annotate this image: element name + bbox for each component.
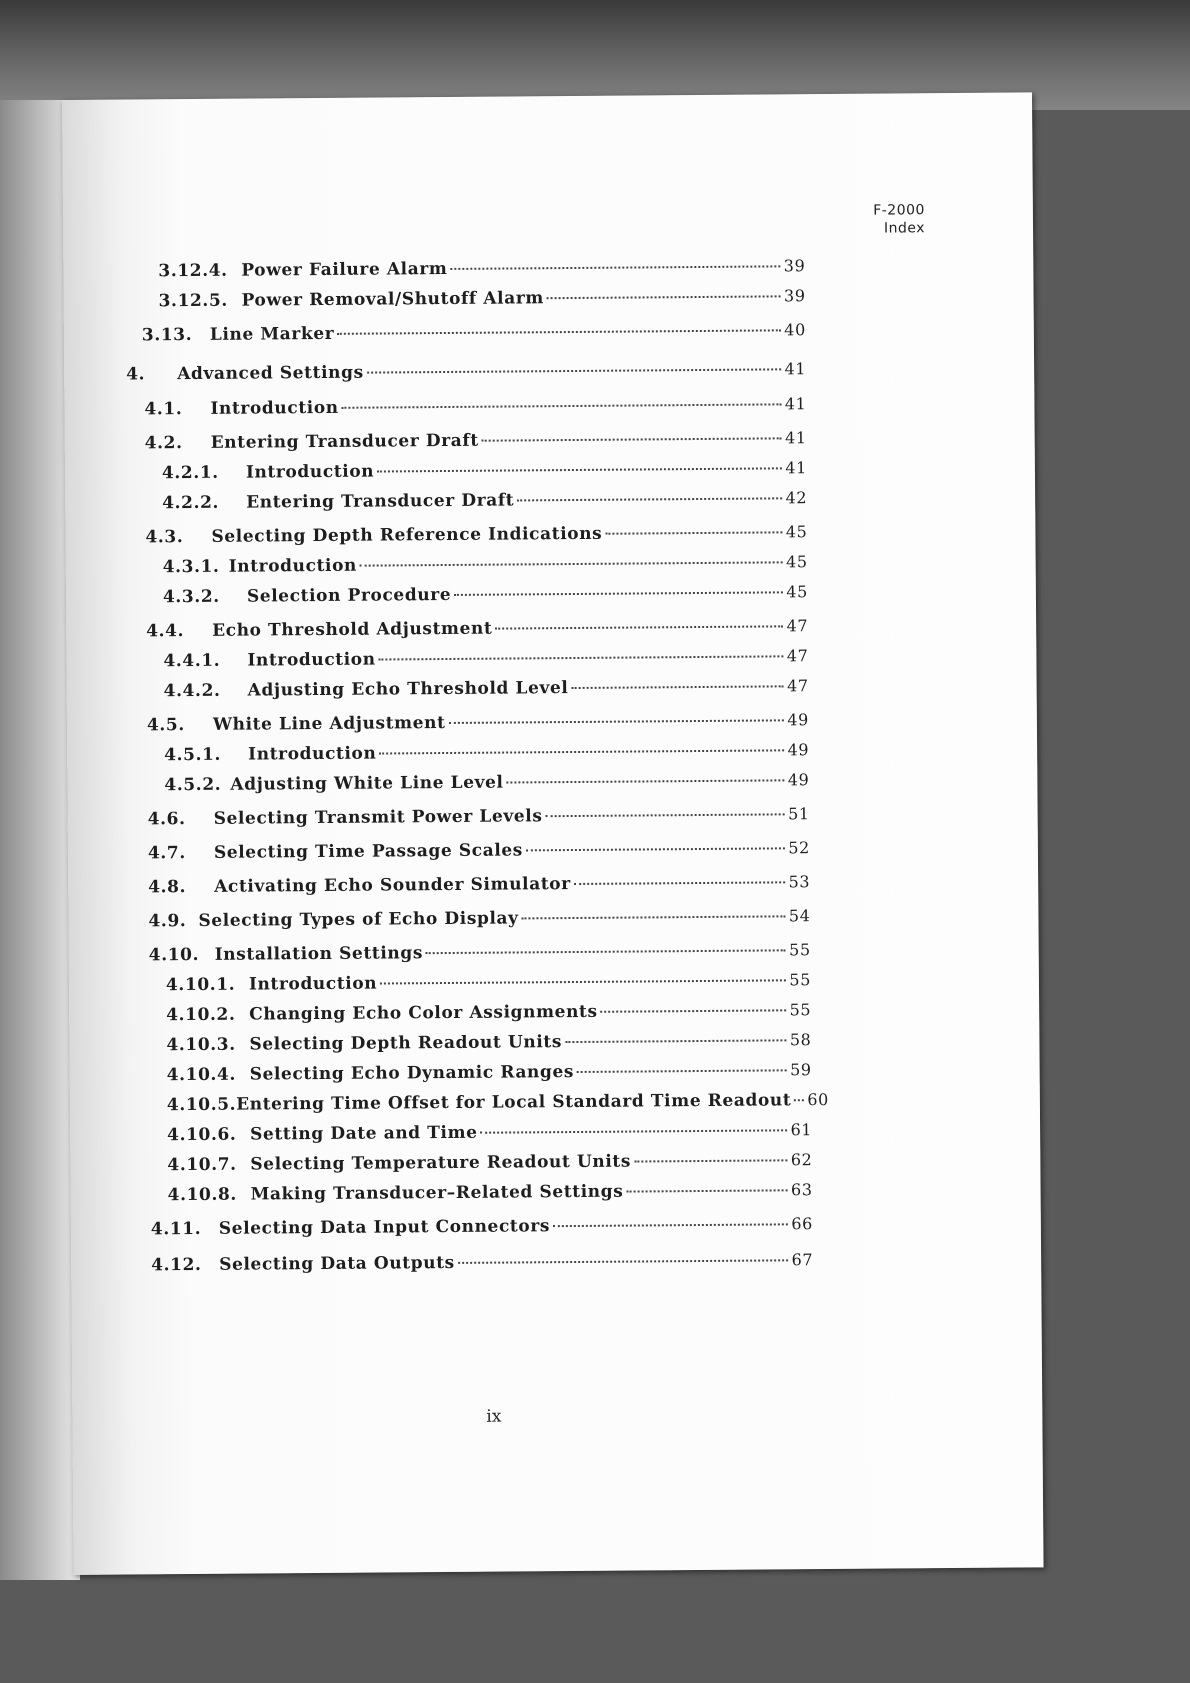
- toc-entry: [162, 488, 807, 513]
- toc-entry-title: Entering Transducer Draft: [210, 430, 479, 453]
- toc-entry: [166, 1030, 811, 1055]
- toc-entry-page: 41: [784, 359, 807, 379]
- toc-entry-title: Selecting Data Outputs: [219, 1252, 455, 1275]
- toc-entry-page: 47: [786, 676, 809, 696]
- header-section: Index: [883, 220, 926, 237]
- toc-entry: [126, 359, 806, 384]
- toc-entry: [167, 1120, 812, 1145]
- toc-leader-dots: [794, 1099, 804, 1101]
- toc-entry-number: 4.10.1.: [165, 974, 236, 996]
- toc-entry-title: Installation Settings: [214, 943, 424, 965]
- toc-entry: [163, 646, 808, 671]
- toc-entry-page: 61: [790, 1120, 813, 1140]
- toc-entry: [167, 1150, 812, 1175]
- toc-entry-title: Advanced Settings: [177, 362, 364, 385]
- toc-entry-title: Entering Transducer Draft: [246, 490, 515, 513]
- toc-leader-dots: [360, 561, 783, 566]
- toc-entry: [149, 940, 811, 965]
- toc-entry-title: Selecting Depth Readout Units: [249, 1032, 563, 1055]
- toc-leader-dots: [379, 749, 784, 754]
- toc-entry-number: 4.6.: [147, 809, 186, 830]
- toc-entry-title: Selecting Types of Echo Display: [198, 908, 519, 931]
- toc-entry-title: Power Removal/Shutoff Alarm: [241, 288, 545, 311]
- toc-entry-title: Selecting Data Input Connectors: [218, 1216, 551, 1239]
- toc-entry: [163, 582, 808, 607]
- toc-entry-number: 4.1.: [144, 399, 183, 420]
- toc-entry-number: 4.12.: [151, 1254, 202, 1276]
- toc-entry-page: 62: [790, 1150, 813, 1170]
- toc-entry-title: Line Marker: [209, 323, 335, 345]
- toc-leader-dots: [507, 779, 785, 783]
- toc-entry-page: 51: [787, 804, 810, 824]
- toc-entry-page: 53: [788, 872, 811, 892]
- toc-entry: [158, 256, 805, 281]
- toc-leader-dots: [367, 368, 782, 373]
- toc-entry: [163, 552, 808, 577]
- toc-leader-dots: [458, 1259, 789, 1264]
- toc-entry: [144, 394, 806, 419]
- toc-entry: [164, 676, 809, 701]
- toc-entry-number: 4.2.: [144, 433, 183, 454]
- toc-entry: [147, 710, 809, 735]
- toc-entry-number: 4.10.: [148, 944, 200, 966]
- toc-entry-page: 67: [791, 1250, 814, 1270]
- toc-leader-dots: [626, 1189, 788, 1192]
- toc-entry-number: 4.3.1.: [162, 556, 220, 578]
- toc-leader-dots: [577, 1069, 787, 1073]
- toc-entry-title: Echo Threshold Adjustment: [212, 618, 493, 641]
- toc-entry-number: 4.10.5.: [166, 1094, 237, 1116]
- toc-entry-number: 4.8.: [148, 877, 187, 898]
- toc-entry: [151, 1214, 813, 1239]
- toc-entry: [168, 1180, 813, 1205]
- toc-entry-number: 4.4.2.: [163, 680, 221, 702]
- toc-entry-page: 55: [789, 1000, 812, 1020]
- toc-entry-page: 52: [788, 838, 810, 858]
- toc-entry-page: 41: [785, 458, 807, 478]
- toc-entry-title: Changing Echo Color Assignments: [249, 1001, 598, 1025]
- toc-entry-page: 66: [791, 1214, 813, 1234]
- toc-entry-number: 4.9.: [148, 911, 187, 932]
- page-header: [873, 201, 925, 237]
- toc-leader-dots: [605, 531, 783, 534]
- toc-entry-page: 45: [786, 552, 808, 572]
- toc-entry-page: 49: [787, 710, 809, 730]
- toc-entry-number: 4.10.7.: [167, 1154, 237, 1176]
- toc-entry-title: Selecting Transmit Power Levels: [213, 806, 543, 829]
- toc-leader-dots: [454, 591, 783, 596]
- toc-entry-title: Power Failure Alarm: [241, 258, 448, 281]
- toc-entry: [148, 872, 810, 897]
- toc-leader-dots: [426, 949, 786, 954]
- toc-leader-dots: [522, 915, 786, 919]
- toc-entry-title: Introduction: [210, 397, 339, 419]
- toc-leader-dots: [342, 403, 782, 408]
- toc-entry-page: 60: [807, 1090, 829, 1110]
- toc-entry: [159, 286, 806, 311]
- toc-entry: [164, 740, 809, 765]
- document-page: [62, 92, 1044, 1575]
- toc-entry-title: Selection Procedure: [246, 584, 452, 607]
- toc-entry-title: Introduction: [228, 555, 358, 577]
- toc-leader-dots: [337, 329, 781, 334]
- toc-entry-page: 63: [790, 1180, 813, 1200]
- toc-entry-title: Entering Time Offset for Local Standard Time Readout: [236, 1090, 792, 1115]
- toc-entry: [148, 804, 810, 829]
- toc-entry-number: 4.7.: [147, 843, 186, 864]
- toc-leader-dots: [481, 1129, 788, 1133]
- toc-entry-page: 59: [790, 1060, 812, 1080]
- toc-entry-number: 4.2.1.: [161, 462, 219, 484]
- toc-entry-number: 4.: [126, 364, 146, 385]
- toc-entry-number: 4.4.1.: [163, 650, 221, 672]
- toc-entry-title: Making Transducer–Related Settings: [250, 1181, 624, 1205]
- toc-entry-page: 42: [785, 488, 808, 508]
- toc-entry-number: 4.3.2.: [162, 586, 220, 608]
- toc-entry-number: 4.3.: [145, 527, 184, 548]
- toc-entry: [166, 1000, 811, 1025]
- toc-entry-title: Selecting Depth Reference Indications: [211, 523, 603, 547]
- toc-entry-title: Selecting Echo Dynamic Ranges: [249, 1062, 575, 1085]
- toc-entry-number: 4.10.6.: [167, 1124, 237, 1146]
- toc-entry-title: Selecting Temperature Readout Units: [250, 1151, 632, 1175]
- toc-entry-page: 55: [789, 970, 812, 990]
- toc-entry-page: 40: [784, 320, 806, 340]
- toc-entry-page: 45: [786, 582, 808, 602]
- toc-entry: [148, 838, 810, 863]
- toc-leader-dots: [377, 467, 782, 472]
- toc-entry-page: 47: [786, 616, 809, 636]
- toc-entry-number: 4.4.: [146, 621, 185, 642]
- toc-entry-title: Activating Echo Sounder Simulator: [214, 874, 571, 897]
- toc-entry: [167, 1060, 812, 1085]
- toc-entry: [166, 1090, 829, 1116]
- toc-entry: [146, 616, 808, 641]
- toc-entry: [151, 1250, 813, 1275]
- toc-entry-page: 41: [785, 428, 807, 448]
- toc-entry-number: 4.10.3.: [166, 1034, 236, 1056]
- header-model: F-2000: [873, 202, 925, 219]
- toc-entry-title: Adjusting White Line Level: [230, 772, 504, 795]
- toc-entry-number: 4.5.1.: [164, 744, 222, 766]
- toc-entry-number: 4.10.4.: [166, 1064, 237, 1086]
- toc-entry: [145, 428, 807, 453]
- toc-entry: [162, 458, 807, 483]
- toc-leader-dots: [601, 1009, 787, 1012]
- toc-entry: [145, 522, 807, 547]
- toc-entry-page: 39: [783, 256, 806, 276]
- toc-entry-page: 41: [784, 394, 807, 414]
- toc-entry-number: 4.10.2.: [166, 1004, 236, 1026]
- toc-entry-title: Introduction: [247, 649, 376, 671]
- toc-leader-dots: [380, 979, 786, 984]
- toc-entry-title: Adjusting Echo Threshold Level: [247, 678, 569, 701]
- toc-entry-page: 47: [786, 646, 809, 666]
- toc-entry-title: Selecting Time Passage Scales: [213, 840, 524, 863]
- toc-leader-dots: [574, 881, 786, 885]
- toc-entry-number: 4.10.8.: [167, 1184, 237, 1206]
- toc-entry-page: 45: [785, 522, 808, 542]
- toc-entry-title: Introduction: [245, 461, 375, 483]
- toc-entry-number: 4.11.: [150, 1218, 202, 1240]
- toc-entry-number: 3.12.5.: [158, 290, 228, 312]
- toc-leader-dots: [495, 625, 783, 629]
- toc-entry-number: 4.5.: [146, 715, 185, 736]
- toc-entry-title: Introduction: [248, 743, 377, 765]
- toc-entry: [142, 320, 806, 345]
- page-number: ix: [486, 1406, 502, 1427]
- toc-leader-dots: [571, 685, 784, 689]
- toc-entry-title: White Line Adjustment: [212, 713, 446, 735]
- toc-entry: [148, 906, 810, 931]
- toc-leader-dots: [449, 719, 785, 724]
- toc-leader-dots: [547, 295, 781, 299]
- toc-leader-dots: [379, 655, 784, 660]
- toc-entry-number: 4.5.2.: [164, 774, 222, 796]
- toc-entry-title: Introduction: [248, 973, 378, 995]
- toc-entry-page: 39: [783, 286, 806, 306]
- toc-leader-dots: [526, 847, 785, 851]
- toc-entry-page: 58: [789, 1030, 812, 1050]
- toc-entry: [166, 970, 811, 995]
- toc-leader-dots: [450, 265, 780, 270]
- toc-entry: [164, 770, 809, 795]
- toc-leader-dots: [634, 1159, 788, 1162]
- toc-entry-number: 4.2.2.: [162, 492, 220, 514]
- toc-entry-number: 3.12.4.: [158, 260, 228, 282]
- toc-leader-dots: [553, 1223, 788, 1227]
- toc-entry-page: 54: [788, 906, 811, 926]
- toc-leader-dots: [517, 497, 782, 501]
- toc-leader-dots: [565, 1039, 787, 1043]
- toc-leader-dots: [482, 437, 782, 441]
- toc-entry-number: 3.13.: [141, 324, 193, 346]
- toc-entry-page: 49: [787, 770, 810, 790]
- toc-entry-title: Setting Date and Time: [250, 1122, 478, 1145]
- toc-entry-page: 49: [787, 740, 810, 760]
- toc-leader-dots: [545, 813, 785, 817]
- toc-entry-page: 55: [789, 940, 811, 960]
